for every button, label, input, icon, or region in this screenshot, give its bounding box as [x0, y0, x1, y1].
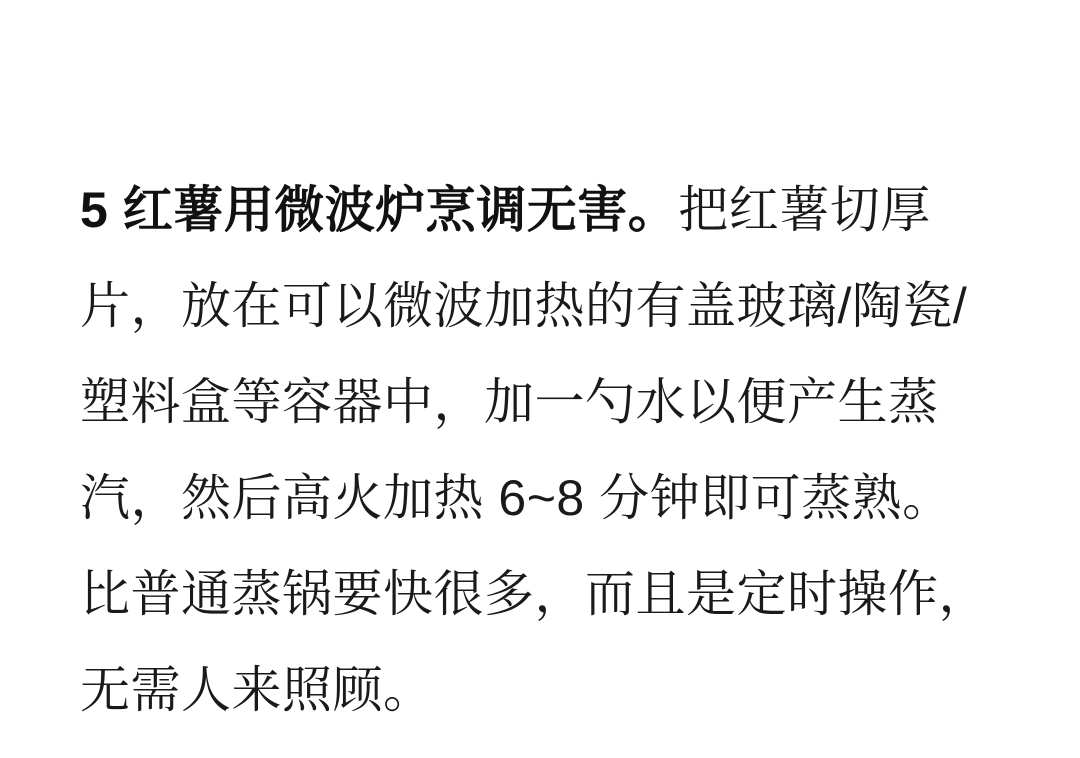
spacer — [108, 182, 122, 238]
list-item-number: 5 — [80, 182, 109, 238]
paragraph-heading: 红薯用微波炉烹调无害。 — [122, 182, 679, 238]
article-paragraph — [80, 162, 994, 738]
paragraph-body: 把红薯切厚片，放在可以微波加热的有盖玻璃/陶瓷/塑料盒等容器中，加一勺水以便产生蒸汽，然后高火加热 6~8 分钟即可蒸熟。比普通蒸锅要快很多，而且是定时操作，无需人来照顾。 — [80, 182, 989, 718]
